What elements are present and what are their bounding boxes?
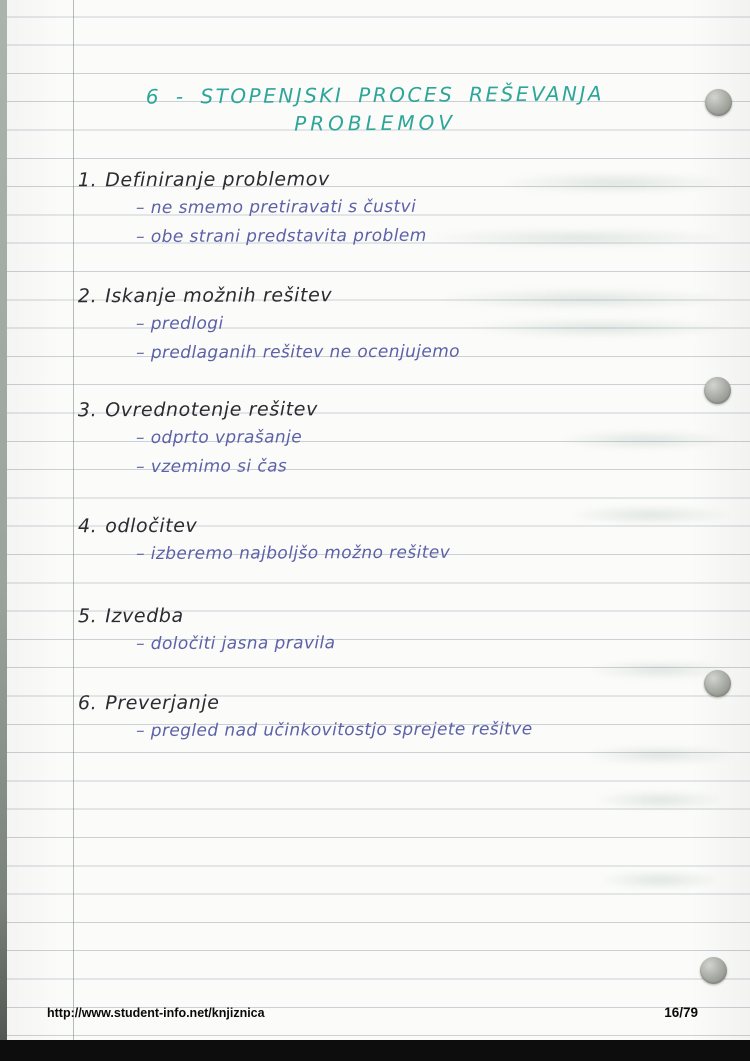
step-1-heading bbox=[78, 164, 678, 195]
step-5-heading bbox=[78, 600, 678, 631]
step-4 bbox=[78, 510, 678, 569]
step-5 bbox=[78, 600, 678, 659]
footer-page-number: 16/79 bbox=[664, 1005, 698, 1020]
binder-hole bbox=[704, 377, 731, 404]
step-4-number: 4. bbox=[77, 515, 98, 538]
bleedthrough-mark bbox=[595, 790, 725, 810]
step-3 bbox=[78, 394, 678, 482]
step-4-heading bbox=[78, 510, 678, 541]
bleedthrough-mark bbox=[600, 870, 720, 890]
binder-hole bbox=[705, 89, 732, 116]
step-3-heading-text: Ovrednotenje rešitev bbox=[105, 398, 318, 422]
scan-left-edge bbox=[0, 0, 7, 1061]
step-5-number: 5. bbox=[77, 605, 98, 628]
step-2-subitem: – predlogi bbox=[135, 313, 224, 335]
page-margin-line bbox=[73, 0, 74, 1040]
page-title bbox=[10, 77, 740, 138]
step-5-subitem: – določiti jasna pravila bbox=[136, 633, 336, 655]
step-3-subitem: – odprto vprašanje bbox=[135, 427, 303, 449]
scan-bottom-edge bbox=[0, 1040, 750, 1061]
step-2-number: 2. bbox=[77, 285, 98, 308]
step-6-heading-text: Preverjanje bbox=[105, 691, 220, 715]
footer-source-url: http://www.student-info.net/knjiznica bbox=[47, 1006, 265, 1020]
step-2-heading-text: Iskanje možnih rešitev bbox=[105, 284, 333, 308]
step-1 bbox=[78, 164, 678, 252]
step-3-number: 3. bbox=[77, 399, 98, 422]
step-2-subitem: – predlaganih rešitev ne ocenjujemo bbox=[136, 341, 461, 363]
step-2-heading bbox=[78, 280, 678, 311]
step-4-heading-text: odločitev bbox=[105, 514, 198, 538]
title-line-1: 6 - STOPENJSKI PROCES REŠEVANJA bbox=[145, 81, 605, 109]
step-6 bbox=[78, 687, 678, 746]
step-1-number: 1. bbox=[77, 169, 98, 192]
step-1-subitem: – ne smemo pretiravati s čustvi bbox=[135, 197, 417, 219]
step-1-heading-text: Definiranje problemov bbox=[105, 168, 330, 192]
binder-hole bbox=[700, 957, 727, 984]
step-1-subitem: – obe strani predstavita problem bbox=[136, 225, 427, 247]
step-3-subitem: – vzemimo si čas bbox=[136, 455, 288, 477]
step-3-heading bbox=[78, 394, 678, 425]
step-6-number: 6. bbox=[77, 692, 98, 715]
bleedthrough-mark bbox=[585, 745, 735, 765]
step-2 bbox=[78, 280, 678, 368]
step-4-subitem: – izberemo najboljšo možno rešitev bbox=[136, 542, 451, 565]
step-6-heading bbox=[78, 687, 678, 718]
binder-hole bbox=[704, 670, 731, 697]
title-line-2: PROBLEMOV bbox=[294, 110, 457, 136]
step-5-heading-text: Izvedba bbox=[105, 604, 184, 628]
step-6-subitem: – pregled nad učinkovitostjo sprejete rešitve bbox=[136, 719, 533, 742]
